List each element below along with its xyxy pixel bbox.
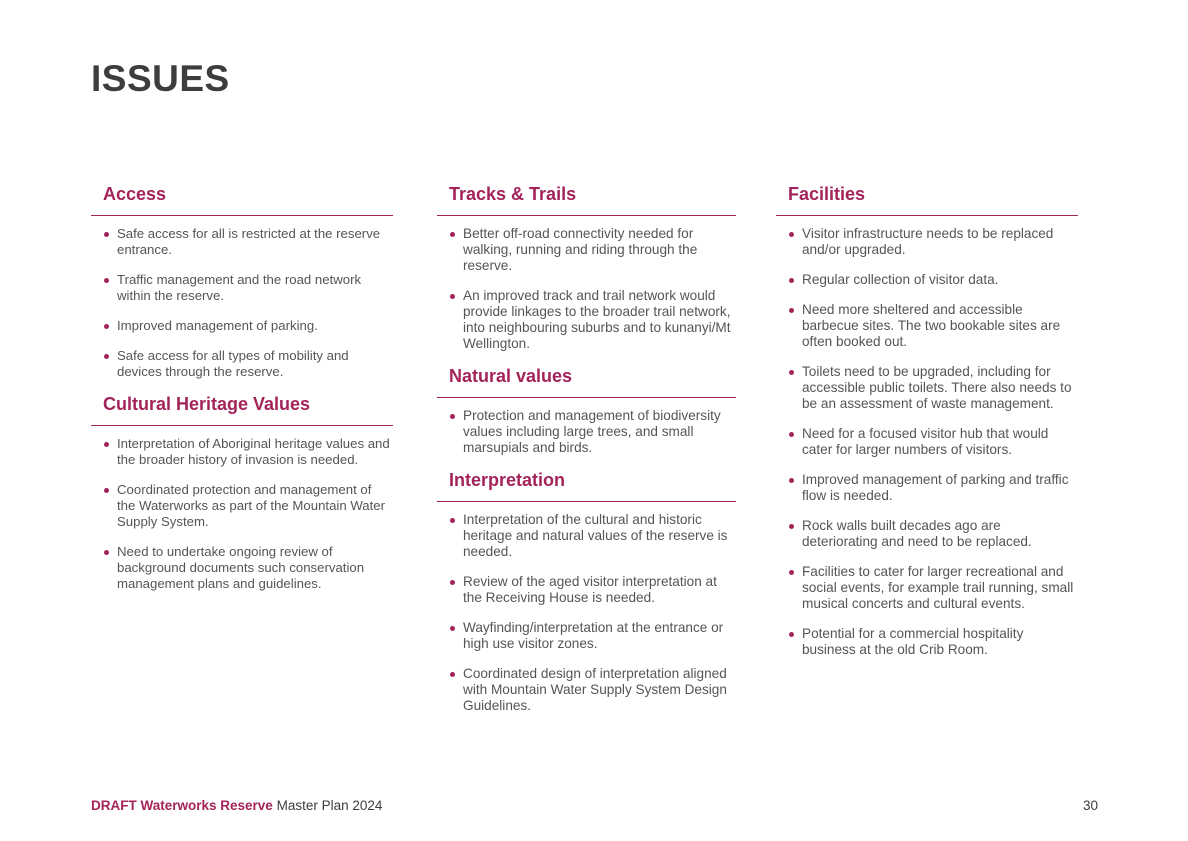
list-item: Regular collection of visitor data. [776, 272, 1078, 288]
section-natural-values [437, 366, 736, 456]
footer-document-title [91, 798, 382, 813]
list-item: Improved management of parking. [91, 318, 393, 334]
footer-subtitle: Master Plan 2024 [276, 798, 383, 813]
footer-brand: DRAFT Waterworks Reserve [91, 798, 273, 813]
list-item: Safe access for all types of mobility and devices through the reserve. [91, 348, 393, 380]
section-interpretation [437, 470, 736, 714]
section-title: Access [91, 184, 393, 216]
list-item: Safe access for all is restricted at the reserve entrance. [91, 226, 393, 258]
section-title: Interpretation [437, 470, 736, 502]
list-item: Interpretation of the cultural and historic heritage and natural values of the reserve is needed. [437, 512, 736, 560]
list-item: Wayfinding/interpretation at the entrance or high use visitor zones. [437, 620, 736, 652]
section-title: Facilities [776, 184, 1078, 216]
list-item: Review of the aged visitor interpretation at the Receiving House is needed. [437, 574, 736, 606]
list-item: Better off-road connectivity needed for walking, running and riding through the reserve. [437, 226, 736, 274]
bullet-list [437, 216, 736, 352]
list-item: Improved management of parking and traffic flow is needed. [776, 472, 1078, 504]
list-item: Rock walls built decades ago are deteriorating and need to be replaced. [776, 518, 1078, 550]
list-item: Toilets need to be upgraded, including for accessible public toilets. There also needs to be an assessment of waste management. [776, 364, 1078, 412]
column-1 [91, 184, 393, 606]
column-2 [437, 184, 736, 728]
bullet-list [776, 216, 1078, 658]
bullet-list [437, 502, 736, 714]
list-item: Need to undertake ongoing review of background documents such conservation management plans and guidelines. [91, 544, 393, 592]
list-item: Interpretation of Aboriginal heritage values and the broader history of invasion is needed. [91, 436, 393, 468]
list-item: Traffic management and the road network within the reserve. [91, 272, 393, 304]
section-facilities [776, 184, 1078, 658]
column-3 [776, 184, 1078, 672]
bullet-list [437, 398, 736, 456]
page-title: ISSUES [91, 58, 230, 99]
list-item: Need more sheltered and accessible barbecue sites. The two bookable sites are often booked out. [776, 302, 1078, 350]
section-title: Tracks & Trails [437, 184, 736, 216]
list-item: Potential for a commercial hospitality business at the old Crib Room. [776, 626, 1078, 658]
list-item: Facilities to cater for larger recreational and social events, for example trail running, small musical concerts and cultural events. [776, 564, 1078, 612]
section-tracks-and-trails [437, 184, 736, 352]
page-number: 30 [1082, 798, 1098, 813]
bullet-list [91, 216, 393, 380]
section-title: Cultural Heritage Values [91, 394, 393, 426]
list-item: Protection and management of biodiversity values including large trees, and small marsupials and birds. [437, 408, 736, 456]
list-item: Need for a focused visitor hub that would cater for larger numbers of visitors. [776, 426, 1078, 458]
list-item: Coordinated protection and management of the Waterworks as part of the Mountain Water Supply System. [91, 482, 393, 530]
list-item: An improved track and trail network would provide linkages to the broader trail network, into neighbouring suburbs and to kunanyi/Mt Wellington. [437, 288, 736, 352]
section-title: Natural values [437, 366, 736, 398]
list-item: Coordinated design of interpretation aligned with Mountain Water Supply System Design Guidelines. [437, 666, 736, 714]
section-cultural-heritage-values [91, 394, 393, 592]
section-access [91, 184, 393, 380]
bullet-list [91, 426, 393, 592]
list-item: Visitor infrastructure needs to be replaced and/or upgraded. [776, 226, 1078, 258]
